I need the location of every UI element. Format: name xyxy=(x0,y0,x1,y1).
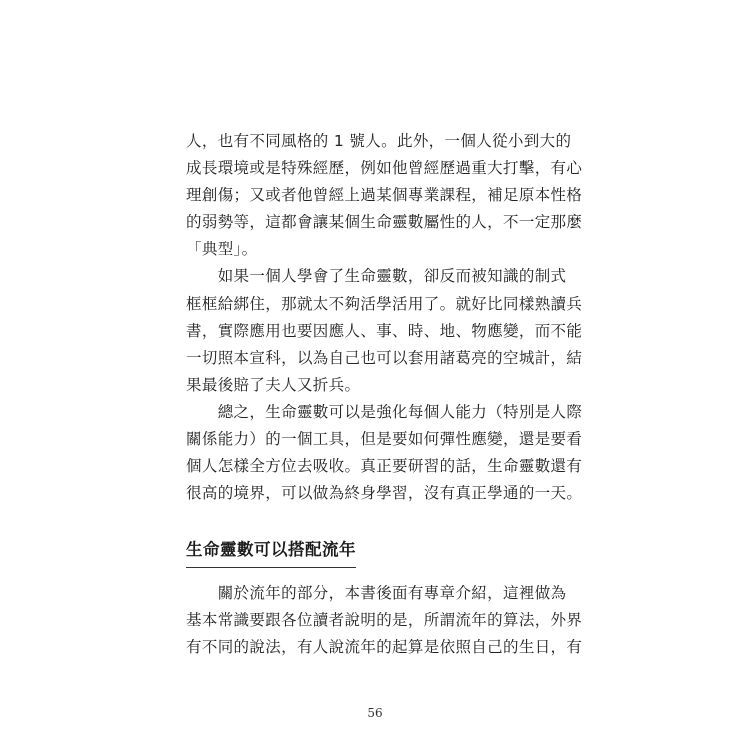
body-text-section-1 xyxy=(186,128,583,507)
text-line: 很高的境界，可以做為終身學習，沒有真正學通的一天。 xyxy=(186,484,583,503)
text-line: 有不同的說法，有人說流年的起算是依照自己的生日，有 xyxy=(186,638,583,657)
text-line: 一切照本宣科，以為自己也可以套用諸葛亮的空城計，結 xyxy=(186,348,583,367)
text-line: 關於流年的部分，本書後面有專章介紹，這裡做為 xyxy=(186,584,567,602)
body-text-section-2 xyxy=(186,580,583,661)
text-line: 果最後賠了夫人又折兵。 xyxy=(186,375,361,394)
text-line: 如果一個人學會了生命靈數，卻反而被知識的制式 xyxy=(186,267,567,286)
text-line: 成長環境或是特殊經歷，例如他曾經歷過重大打擊，有心 xyxy=(186,159,583,178)
text-line: 個人怎樣全方位去吸收。真正要研習的話，生命靈數還有 xyxy=(186,457,583,476)
section-heading-container xyxy=(186,538,366,568)
text-line: 人，也有不同風格的 1 號人。此外，一個人從小到大的 xyxy=(186,132,572,150)
text-line: 關係能力）的一個工具，但是要如何彈性應變，還是要看 xyxy=(186,430,583,449)
page-number: 56 xyxy=(367,706,383,720)
text-line: 的弱勢等，這都會讓某個生命靈數屬性的人，不一定那麼 xyxy=(186,213,583,232)
text-line: 理創傷；又或者他曾經上過某個專業課程，補足原本性格 xyxy=(186,186,583,205)
text-line: 書，實際應用也要因應人、事、時、地、物應變，而不能 xyxy=(186,321,583,340)
text-line: 框框給綁住，那就太不夠活學活用了。就好比同樣熟讀兵 xyxy=(186,294,583,313)
text-line: 基本常識要跟各位讀者說明的是，所謂流年的算法，外界 xyxy=(186,611,583,630)
text-line: 「典型」。 xyxy=(186,240,258,259)
section-heading: 生命靈數可以搭配流年 xyxy=(186,538,356,568)
text-line: 總之，生命靈數可以是強化每個人能力（特別是人際 xyxy=(186,402,583,421)
